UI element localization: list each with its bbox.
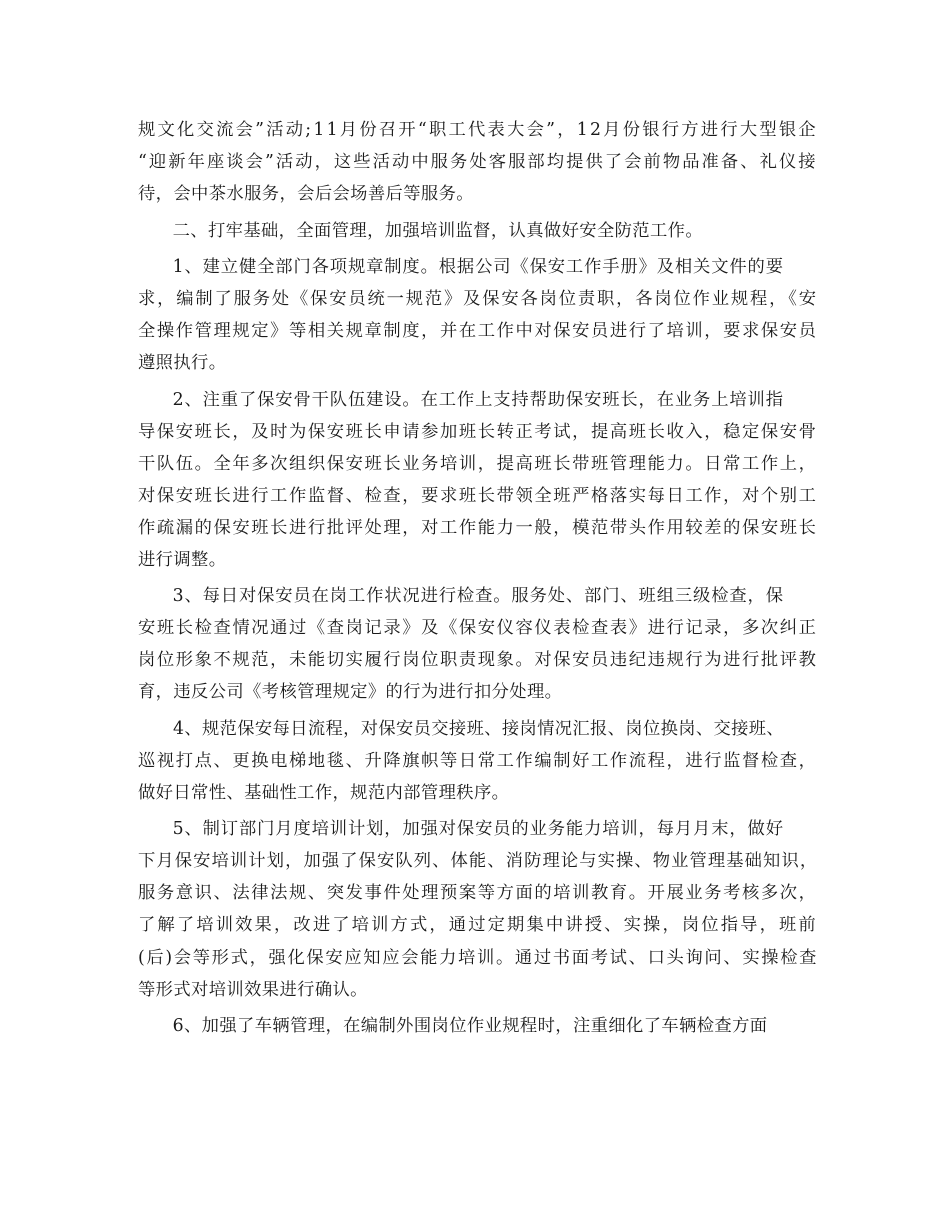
- text-line: 对保安班长进行工作监督、检查，要求班长带领全班严格落实每日工作，对个别工: [138, 485, 818, 506]
- text-line: 育，违反公司《考核管理规定》的行为进行扣分处理。: [138, 682, 563, 703]
- text-line: 下月保安培训计划，加强了保安队列、体能、消防理论与实操、物业管理基础知识，: [138, 851, 819, 872]
- section-two-heading: [138, 215, 818, 247]
- paragraph-item-6: [138, 1010, 818, 1042]
- text-line: 导保安班长，及时为保安班长申请参加班长转正考试，提高班长收入，稳定保安骨: [138, 421, 818, 442]
- text-line: 2、注重了保安骨干队伍建设。在工作上支持帮助保安班长，在业务上培训指: [172, 389, 784, 410]
- text-line: 了解了培训效果，改进了培训方式，通过定期集中讲授、实操，岗位指导，班前: [138, 915, 818, 936]
- text-line: 安班长检查情况通过《查岗记录》及《保安仪容仪表检查表》进行记录，多次纠正: [138, 618, 818, 639]
- text-line: 二、打牢基础，全面管理，加强培训监督，认真做好安全防范工作。: [172, 220, 704, 241]
- text-line: 6、加强了车辆管理，在编制外围岗位作业规程时，注重细化了车辆检查方面: [172, 1016, 768, 1036]
- text-line: 等形式对培训效果进行确认。: [138, 979, 368, 1000]
- text-line: 1、建立健全部门各项规章制度。根据公司《保安工作手册》及相关文件的要: [172, 256, 784, 277]
- paragraph-item-1: [138, 251, 818, 379]
- text-line: 做好日常性、基础性工作，规范内部管理秩序。: [138, 782, 510, 803]
- text-line: 全操作管理规定》等相关规章制度，并在工作中对保安员进行了培训，要求保安员: [138, 321, 818, 342]
- text-line: 进行调整。: [138, 549, 227, 570]
- paragraph-item-4: [138, 713, 818, 809]
- document-body: [138, 114, 818, 1046]
- text-line: 服务意识、法律法规、突发事件处理预案等方面的培训教育。开展业务考核多次，: [138, 883, 818, 904]
- text-line: 作疏漏的保安班长进行批评处理，对工作能力一般，模范带头作用较差的保安班长: [138, 517, 818, 538]
- text-line: 规文化交流会”活动;11月份召开“职工代表大会”，12月份银行方进行大型银企: [138, 120, 818, 140]
- text-line: 巡视打点、更换电梯地毯、升降旗帜等日常工作编制好工作流程，进行监督检查，: [138, 750, 818, 771]
- text-line: 遵照执行。: [138, 353, 227, 374]
- text-line: 干队伍。全年多次组织保安班长业务培训，提高班长带班管理能力。日常工作上，: [138, 453, 818, 474]
- paragraph-item-2: [138, 384, 818, 576]
- text-line: 3、每日对保安员在岗工作状况进行检查。服务处、部门、班组三级检查，保: [172, 586, 784, 607]
- text-line: 待，会中茶水服务，会后会场善后等服务。: [138, 184, 474, 205]
- text-line: 5、制订部门月度培训计划，加强对保安员的业务能力培训，每月月末，做好: [172, 819, 784, 840]
- paragraph-continuation: [138, 114, 818, 210]
- text-line: (后)会等形式，强化保安应知应会能力培训。通过书面考试、口头询问、实操检查: [138, 947, 819, 968]
- text-line: “迎新年座谈会”活动，这些活动中服务处客服部均提供了会前物品准备、礼仪接: [138, 152, 818, 173]
- text-line: 4、规范保安每日流程，对保安员交接班、接岗情况汇报、岗位换岗、交接班、: [172, 718, 784, 739]
- text-line: 求，编制了服务处《保安员统一规范》及保安各岗位责职，各岗位作业规程，《安: [138, 289, 818, 310]
- paragraph-item-3: [138, 580, 818, 708]
- paragraph-item-5: [138, 813, 818, 1005]
- text-line: 岗位形象不规范，未能切实履行岗位职责现象。对保安员违纪违规行为进行批评教: [138, 650, 818, 671]
